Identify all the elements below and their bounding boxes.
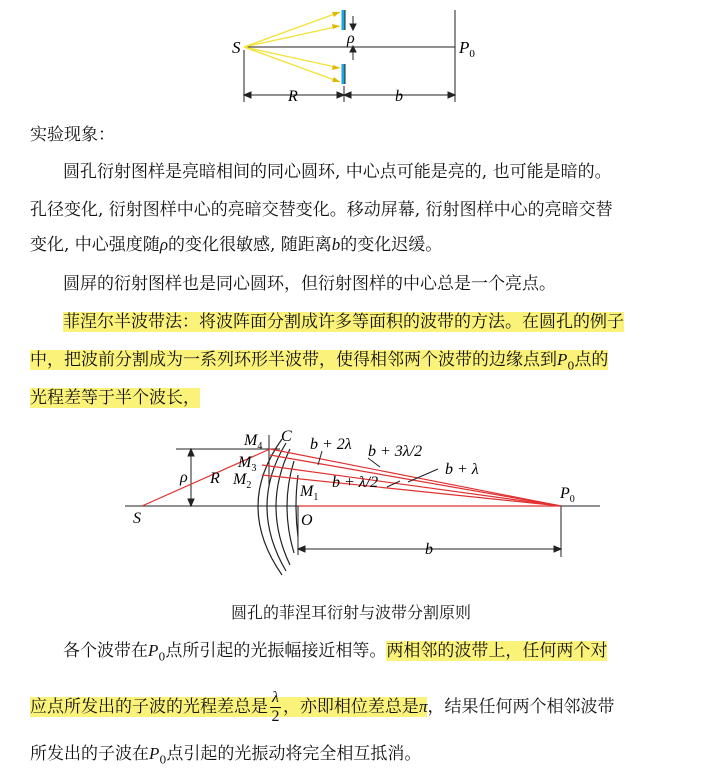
point-label: $P_0$: [459, 38, 475, 60]
rho-label: ρ: [347, 30, 355, 47]
label-b: b: [425, 541, 433, 558]
label-M1: $M_1$: [300, 483, 319, 503]
label-M2: $M_2$: [233, 471, 252, 491]
label-b-plus-lambda: b + λ: [445, 461, 479, 478]
label-b-plus-lambda-2: b + λ/2: [332, 474, 379, 491]
para3-line3: 光程差等于半个波长，: [30, 388, 200, 408]
R-label: R: [288, 88, 298, 105]
label-M3: $M_3$: [238, 454, 257, 474]
para1-line3: 变化, 中心强度随ρ的变化很敏感, 随距离b的变化迟缓。: [30, 235, 443, 255]
para2: 圆屏的衍射图样也是同心圆环，但衍射图样的中心总是一个亮点。: [63, 274, 556, 294]
lambda-over-2: $\frac{\lambda}{2}$: [271, 689, 280, 725]
label-R: R: [210, 470, 220, 487]
b-label: b: [395, 88, 403, 105]
figure-fresnel-zones: [0, 425, 702, 595]
para4-line3: 所发出的子波在$P_0$点引起的光振动将完全相互抵消。: [30, 744, 422, 767]
para3-line2: 中，把波前分割成为一系列环形半波带，使得相邻两个波带的边缘点到$P_0$点的: [30, 350, 609, 373]
heading-experiment: 实验现象：: [30, 125, 115, 145]
para4-line2: 应点所发出的子波的光程差总是 $\frac{\lambda}{2}$ ，亦即相位差总是π，结果任何两个相邻波带: [30, 689, 615, 725]
figure-aperture-setup: [0, 0, 702, 115]
para4-line1: 各个波带在$P_0$点所引起的光振幅接近相等。两相邻的波带上，任何两个对: [63, 641, 608, 664]
figure-caption: 圆孔的菲涅耳衍射与波带分割原则: [230, 603, 471, 622]
para1-line1: 圆孔衍射图样是亮暗相间的同心圆环, 中心点可能是亮的, 也可能是暗的。: [63, 162, 612, 182]
label-S: S: [133, 510, 141, 527]
label-b-plus-3lambda-2: b + 3λ/2: [368, 443, 423, 460]
label-P0: $P_0$: [560, 485, 575, 505]
rho-arrow: [188, 449, 194, 506]
label-O: O: [301, 512, 313, 529]
source-label: S: [232, 38, 241, 57]
para3-line1: 菲涅尔半波带法：将波阵面分割成许多等面积的波带的方法。在圆孔的例子: [63, 312, 624, 332]
label-rho: ρ: [180, 469, 188, 486]
label-C: C: [281, 428, 292, 445]
para1-line2: 孔径变化, 衍射图样中心的亮暗交替变化。移动屏幕, 衍射图样中心的亮暗交替: [30, 200, 613, 220]
label-b-plus-2lambda: b + 2λ: [310, 436, 352, 453]
label-M4: $M_4$: [244, 432, 263, 452]
